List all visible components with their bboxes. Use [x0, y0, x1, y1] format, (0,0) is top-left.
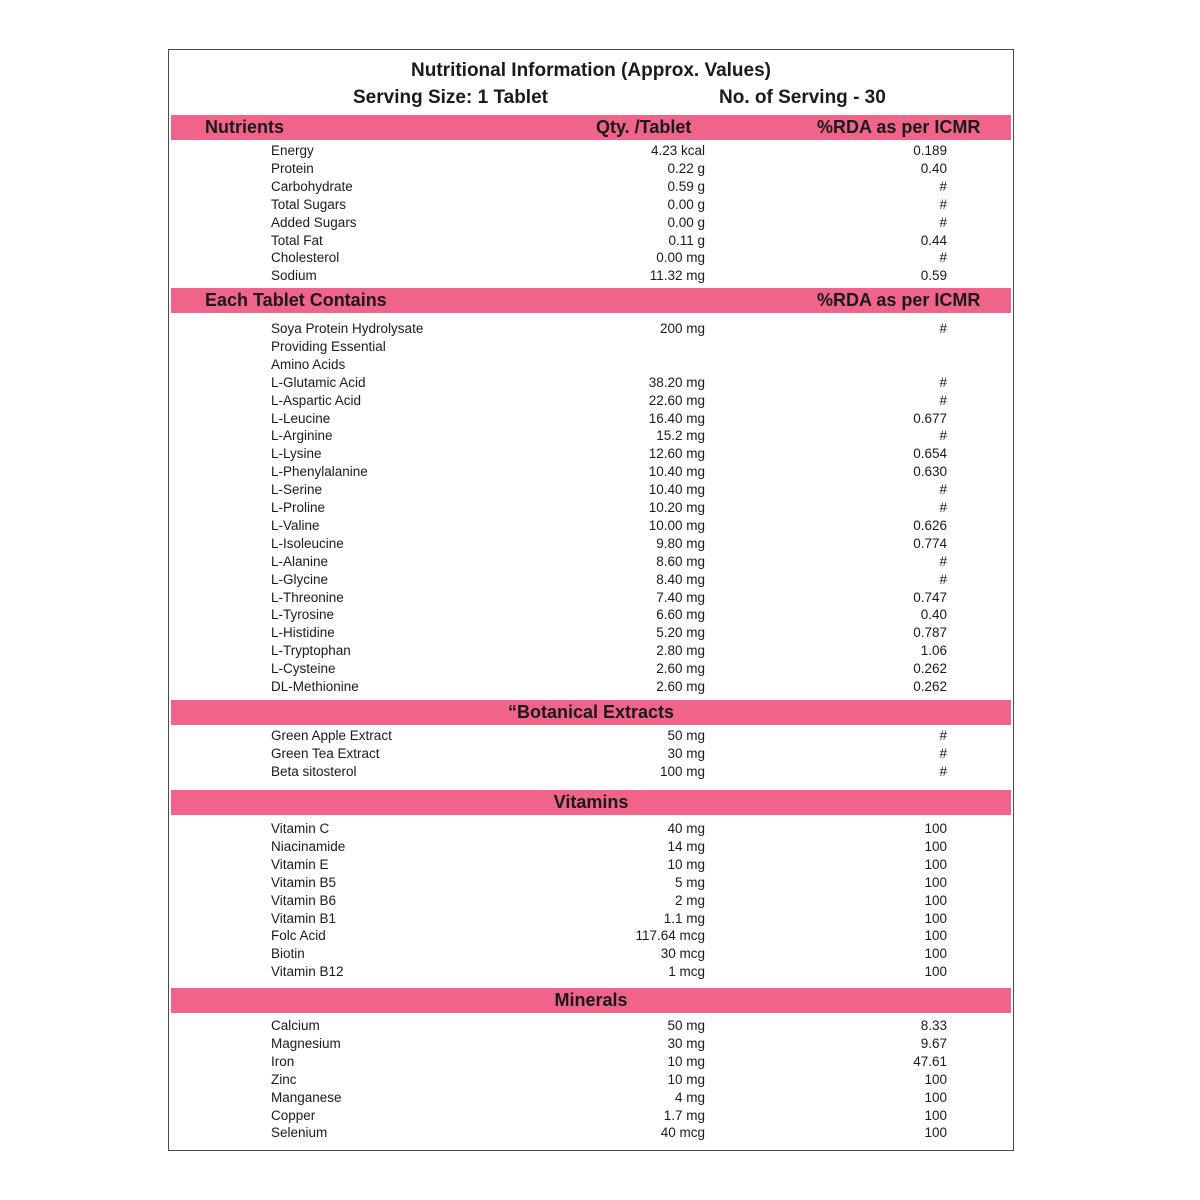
nutrient-row: [169, 179, 1013, 197]
nutrient-quantity: 100 mg: [659, 763, 705, 779]
nutrient-name: L-Lysine: [271, 446, 322, 462]
panel-title: Nutritional Information (Approx. Values): [411, 60, 771, 81]
nutrient-name: Green Tea Extract: [271, 745, 380, 761]
nutrient-row: [169, 764, 1013, 782]
nutrient-quantity: 4.23 kcal: [650, 143, 705, 158]
nutrient-name: L-Cysteine: [271, 661, 336, 677]
nutrient-name: Cholesterol: [271, 250, 340, 266]
nutrient-name: Selenium: [271, 1125, 328, 1141]
section-column-label: Nutrients: [205, 117, 285, 137]
nutrient-rda: 100: [924, 946, 947, 962]
nutrient-rda: 8.33: [920, 1018, 947, 1033]
nutrient-name: Vitamin B5: [271, 874, 337, 890]
nutrient-rda: 0.654: [913, 446, 947, 462]
nutrient-name: L-Phenylalanine: [271, 464, 368, 480]
nutrient-rda: 0.262: [913, 679, 947, 694]
nutrient-name: L-Glycine: [271, 571, 329, 587]
nutrient-name: L-Histidine: [271, 625, 335, 641]
nutrient-row: [169, 518, 1013, 536]
nutrient-name: DL-Methionine: [271, 679, 359, 694]
nutrient-rda: 0.774: [913, 535, 947, 551]
section-column-label: %RDA as per ICMR: [817, 117, 981, 137]
nutrient-quantity: 10 mg: [667, 1053, 705, 1069]
nutrient-quantity: 10.40 mg: [648, 482, 705, 498]
nutrient-row: [169, 375, 1013, 393]
nutrient-rda: 0.40: [920, 607, 947, 623]
nutrient-rda: #: [939, 571, 947, 587]
vitamins-header: [171, 790, 1011, 815]
nutrient-row: [169, 393, 1013, 411]
nutrient-rda: #: [939, 728, 947, 743]
nutrient-quantity: 0.59 g: [667, 178, 705, 194]
nutrient-rda: #: [939, 374, 947, 390]
section-column-label: Each Tablet Contains: [205, 290, 387, 310]
nutrient-rda: 100: [924, 838, 947, 854]
nutrient-row: [169, 554, 1013, 572]
servings-count: No. of Serving - 30: [719, 87, 886, 108]
nutrient-row: [169, 1090, 1013, 1108]
nutrient-quantity: 1.1 mg: [663, 910, 705, 926]
nutrient-name: L-Valine: [271, 517, 320, 533]
nutrient-quantity: 8.60 mg: [656, 553, 705, 569]
nutrient-row: [169, 428, 1013, 446]
nutrient-name: L-Alanine: [271, 553, 329, 569]
nutrient-rda: 0.40: [920, 160, 947, 176]
nutrient-name: Niacinamide: [271, 838, 346, 854]
nutrient-quantity: 200 mg: [659, 321, 705, 336]
nutrient-name: Total Fat: [271, 232, 323, 248]
nutrient-rda: 100: [924, 1089, 947, 1105]
nutrient-name: Zinc: [271, 1071, 297, 1087]
nutrient-name: Vitamin B6: [271, 892, 337, 908]
nutrient-rda: #: [939, 500, 947, 515]
nutrient-name: L-Serine: [271, 482, 323, 498]
nutrient-rda: 9.67: [920, 1035, 947, 1051]
nutrient-rda: 100: [924, 910, 947, 926]
nutrient-rda: 47.61: [913, 1053, 947, 1069]
nutrient-quantity: 40 mcg: [660, 1125, 705, 1141]
nutrient-quantity: 117.64 mcg: [635, 928, 705, 944]
section-title: Vitamins: [553, 792, 629, 812]
nutrient-quantity: 12.60 mg: [648, 446, 705, 462]
nutrient-row: [169, 268, 1013, 286]
nutrient-rda: 0.747: [913, 589, 947, 605]
nutrient-quantity: 16.40 mg: [648, 410, 705, 426]
nutrient-row: [169, 572, 1013, 590]
nutrient-row: [169, 728, 1013, 746]
nutrient-quantity: 0.11 g: [668, 232, 705, 248]
nutrient-quantity: 0.22 g: [667, 160, 705, 176]
nutrient-rda: 100: [924, 1071, 947, 1087]
nutrient-name: Vitamin B1: [271, 910, 337, 926]
nutrient-name: Vitamin B12: [271, 964, 344, 980]
nutrient-name: Copper: [271, 1107, 316, 1123]
nutrient-rda: 100: [924, 874, 947, 890]
nutrient-rda: 100: [924, 964, 947, 980]
nutrient-rda: 100: [924, 856, 947, 872]
nutrient-row: [169, 625, 1013, 643]
nutrient-row: [169, 233, 1013, 251]
nutrient-row: [169, 143, 1013, 161]
nutrient-rda: #: [939, 553, 947, 569]
nutrient-rda: 0.677: [913, 410, 947, 426]
nutrient-name: Sodium: [271, 268, 317, 284]
nutrient-row: [169, 821, 1013, 839]
botanical-header: [171, 700, 1011, 725]
nutrient-row: [169, 946, 1013, 964]
nutrient-name: Energy: [271, 143, 314, 158]
nutrient-rda: 0.44: [920, 232, 947, 248]
nutrient-quantity: 30 mg: [667, 1035, 705, 1051]
nutrient-row: [169, 661, 1013, 679]
nutrient-row: [169, 1108, 1013, 1126]
nutrient-quantity: 10.00 mg: [648, 517, 705, 533]
nutrient-row: [169, 893, 1013, 911]
nutrient-quantity: 10 mg: [667, 1071, 705, 1087]
nutrient-rda: 100: [924, 892, 947, 908]
nutrient-row: [169, 1054, 1013, 1072]
nutrient-rda: 0.630: [913, 464, 947, 480]
nutrient-quantity: 5.20 mg: [656, 625, 705, 641]
nutrient-name: L-Tyrosine: [271, 607, 335, 623]
section-column-label: %RDA as per ICMR: [817, 290, 981, 310]
nutrient-rda: 1.06: [920, 643, 947, 659]
nutrient-quantity: 10.20 mg: [648, 500, 705, 515]
nutrient-quantity: 7.40 mg: [656, 589, 705, 605]
nutrient-row: [169, 1018, 1013, 1036]
nutrient-name: Biotin: [271, 946, 305, 962]
section-title: “Botanical Extracts: [507, 702, 675, 722]
nutrient-rda: 100: [924, 821, 947, 836]
nutrient-quantity: 10.40 mg: [648, 464, 705, 480]
nutrient-row: [169, 536, 1013, 554]
nutrient-quantity: 2.60 mg: [656, 661, 705, 677]
nutrient-row: [169, 1125, 1013, 1143]
nutrient-quantity: 4 mg: [674, 1089, 705, 1105]
nutrient-name: Total Sugars: [271, 196, 347, 212]
nutrient-quantity: 10 mg: [667, 856, 705, 872]
nutrient-rda: #: [939, 214, 947, 230]
nutrient-name: Amino Acids: [271, 356, 346, 372]
nutrient-row: [169, 339, 1013, 357]
nutrient-name: Vitamin C: [271, 821, 330, 836]
nutrient-row: [169, 357, 1013, 375]
nutrient-rda: #: [939, 428, 947, 444]
nutrient-row: [169, 482, 1013, 500]
nutrient-name: Carbohydrate: [271, 178, 353, 194]
nutrient-rda: 0.626: [913, 517, 947, 533]
nutrient-quantity: 11.32 mg: [649, 268, 705, 284]
nutrient-rda: 0.787: [913, 625, 947, 641]
nutrient-name: L-Leucine: [271, 410, 331, 426]
nutrient-quantity: 0.00 g: [667, 196, 705, 212]
nutrient-quantity: 8.40 mg: [656, 571, 705, 587]
nutrient-quantity: 1 mcg: [668, 964, 705, 980]
nutrient-quantity: 2 mg: [674, 892, 705, 908]
nutrient-row: [169, 857, 1013, 875]
nutrient-row: [169, 607, 1013, 625]
minerals-header: [171, 988, 1011, 1013]
nutrient-row: [169, 875, 1013, 893]
nutrient-row: [169, 746, 1013, 764]
nutrient-quantity: 6.60 mg: [656, 607, 705, 623]
nutrient-row: [169, 446, 1013, 464]
nutrient-quantity: 2.60 mg: [656, 679, 705, 694]
nutrient-rda: #: [939, 178, 947, 194]
nutrient-name: L-Isoleucine: [271, 535, 344, 551]
nutrient-quantity: 50 mg: [667, 728, 705, 743]
nutrient-row: [169, 215, 1013, 233]
nutrient-name: Soya Protein Hydrolysate: [271, 321, 424, 336]
nutrient-row: [169, 928, 1013, 946]
serving-size: Serving Size: 1 Tablet: [353, 87, 548, 108]
nutrient-row: [169, 250, 1013, 268]
nutrient-name: L-Proline: [271, 500, 326, 515]
nutrient-name: Calcium: [271, 1018, 320, 1033]
nutrient-quantity: 5 mg: [674, 874, 705, 890]
nutrient-name: Vitamin E: [271, 856, 329, 872]
nutrient-quantity: 1.7 mg: [663, 1107, 705, 1123]
nutrient-rda: #: [939, 250, 947, 266]
nutrient-row: [169, 964, 1013, 982]
nutrient-quantity: 0.00 mg: [656, 250, 705, 266]
nutrient-rda: 0.262: [913, 661, 947, 677]
nutrient-rda: #: [939, 745, 947, 761]
nutrient-rda: 0.189: [913, 143, 947, 158]
nutrient-rda: #: [939, 482, 947, 498]
nutrient-row: [169, 1072, 1013, 1090]
nutrient-name: L-Threonine: [271, 589, 344, 605]
nutrient-row: [169, 500, 1013, 518]
nutrient-rda: 100: [924, 1125, 947, 1141]
nutrient-name: Manganese: [271, 1089, 342, 1105]
nutrient-name: L-Tryptophan: [271, 643, 351, 659]
nutrient-name: L-Aspartic Acid: [271, 392, 362, 408]
nutrient-quantity: 0.00 g: [667, 214, 705, 230]
nutrient-quantity: 50 mg: [667, 1018, 705, 1033]
nutrient-quantity: 40 mg: [667, 821, 705, 836]
nutrient-row: [169, 197, 1013, 215]
nutrient-quantity: 2.80 mg: [656, 643, 705, 659]
nutrient-name: Beta sitosterol: [271, 763, 357, 779]
nutrient-rda: #: [939, 392, 947, 408]
nutrient-rda: 100: [924, 928, 947, 944]
nutrient-row: [169, 1036, 1013, 1054]
nutrient-rda: #: [939, 763, 947, 779]
nutrient-name: Magnesium: [271, 1035, 341, 1051]
nutrients-header: [171, 115, 1011, 140]
nutrient-name: Folc Acid: [271, 928, 326, 944]
nutrient-quantity: 9.80 mg: [656, 535, 705, 551]
nutrient-name: Providing Essential: [271, 338, 386, 354]
nutrient-quantity: 15.2 mg: [656, 428, 705, 444]
nutrient-row: [169, 590, 1013, 608]
nutrient-name: L-Arginine: [271, 428, 333, 444]
nutrient-rda: 0.59: [920, 268, 947, 284]
nutrient-row: [169, 411, 1013, 429]
nutrient-quantity: 14 mg: [667, 838, 705, 854]
nutrient-rda: #: [939, 321, 947, 336]
nutrient-row: [169, 161, 1013, 179]
nutrient-rda: #: [939, 196, 947, 212]
nutrient-quantity: 22.60 mg: [648, 392, 705, 408]
section-title: Minerals: [554, 990, 628, 1010]
nutrient-rda: 100: [924, 1107, 947, 1123]
nutrient-quantity: 38.20 mg: [648, 374, 705, 390]
nutrient-row: [169, 679, 1013, 697]
nutrient-name: Protein: [271, 160, 314, 176]
nutrition-panel: [168, 49, 1014, 1151]
nutrient-quantity: 30 mcg: [660, 946, 705, 962]
nutrient-name: Green Apple Extract: [271, 728, 392, 743]
nutrient-name: L-Glutamic Acid: [271, 374, 366, 390]
nutrient-row: [169, 911, 1013, 929]
nutrient-quantity: 30 mg: [667, 745, 705, 761]
nutrient-row: [169, 839, 1013, 857]
nutrient-row: [169, 321, 1013, 339]
section-column-label: Qty. /Tablet: [596, 117, 692, 137]
nutrient-row: [169, 643, 1013, 661]
nutrient-row: [169, 464, 1013, 482]
tablet-contains-header: [171, 288, 1011, 313]
nutrient-name: Iron: [271, 1053, 295, 1069]
nutrient-name: Added Sugars: [271, 214, 357, 230]
